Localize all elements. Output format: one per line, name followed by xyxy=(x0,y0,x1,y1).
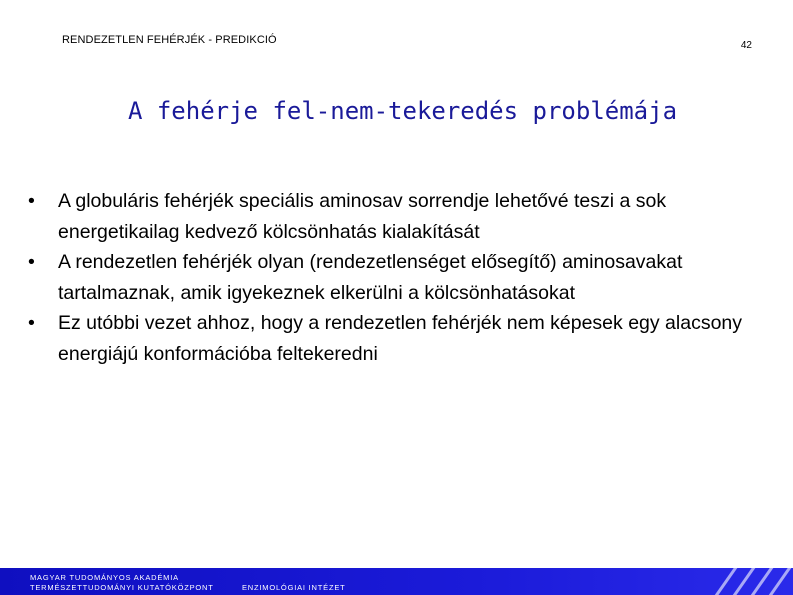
bullet-icon: • xyxy=(28,190,35,212)
footer-institute: ENZIMOLÓGIAI INTÉZET xyxy=(242,583,346,592)
bullet-text: A globuláris fehérjék speciális aminosav sorrendje lehetővé teszi a sok energetikailag kedvező kölcsönhatás kialakítását xyxy=(58,190,667,243)
bullet-text: A rendezetlen fehérjék olyan (rendezetlenséget elősegítő) aminosavakat tartalmaznak, amik igyekeznek elkerülni a kölcsönhatásokat xyxy=(58,251,683,304)
bullet-icon: • xyxy=(28,251,35,273)
footer-academy: MAGYAR TUDOMÁNYOS AKADÉMIA xyxy=(30,573,179,582)
bullet-item xyxy=(28,247,768,308)
page-number: 42 xyxy=(740,40,752,51)
bullet-list xyxy=(28,186,768,369)
bullet-item xyxy=(28,186,768,247)
slide-title: A fehérje fel-nem-tekeredés problémája xyxy=(127,97,678,125)
footer-bar xyxy=(0,568,793,595)
header-label: RENDEZETLEN FEHÉRJÉK - PREDIKCIÓ xyxy=(62,34,277,46)
footer-research-centre: TERMÉSZETTUDOMÁNYI KUTATÓKÖZPONT xyxy=(30,583,214,592)
bullet-item xyxy=(28,308,768,369)
bullet-icon: • xyxy=(28,312,35,334)
bullet-text: Ez utóbbi vezet ahhoz, hogy a rendezetlen fehérjék nem képesek egy alacsony energiájú konformációba feltekeredni xyxy=(58,312,743,365)
